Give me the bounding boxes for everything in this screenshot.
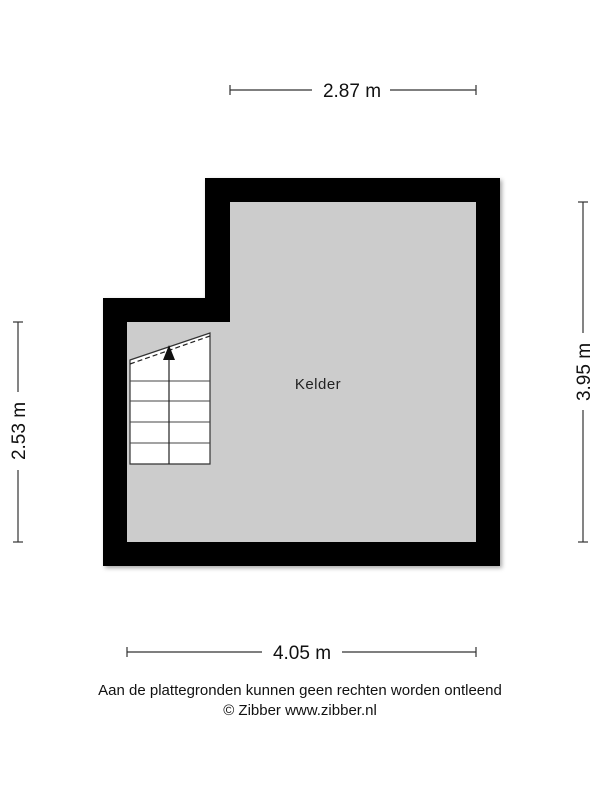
dimension-top (230, 81, 476, 102)
room-label: Kelder (294, 376, 342, 393)
dimension-top-label: 2.87 m (322, 81, 382, 102)
dimension-left (9, 322, 30, 542)
dimension-left-label: 2.53 m (9, 401, 30, 461)
copyright-text: © Zibber www.zibber.nl (223, 702, 377, 719)
dimension-right (574, 202, 595, 542)
dimension-bottom (127, 643, 476, 664)
dimension-bottom-label: 4.05 m (272, 643, 332, 664)
disclaimer-text: Aan de plattegronden kunnen geen rechten worden ontleend (98, 682, 502, 699)
dimension-right-label: 3.95 m (574, 342, 595, 402)
